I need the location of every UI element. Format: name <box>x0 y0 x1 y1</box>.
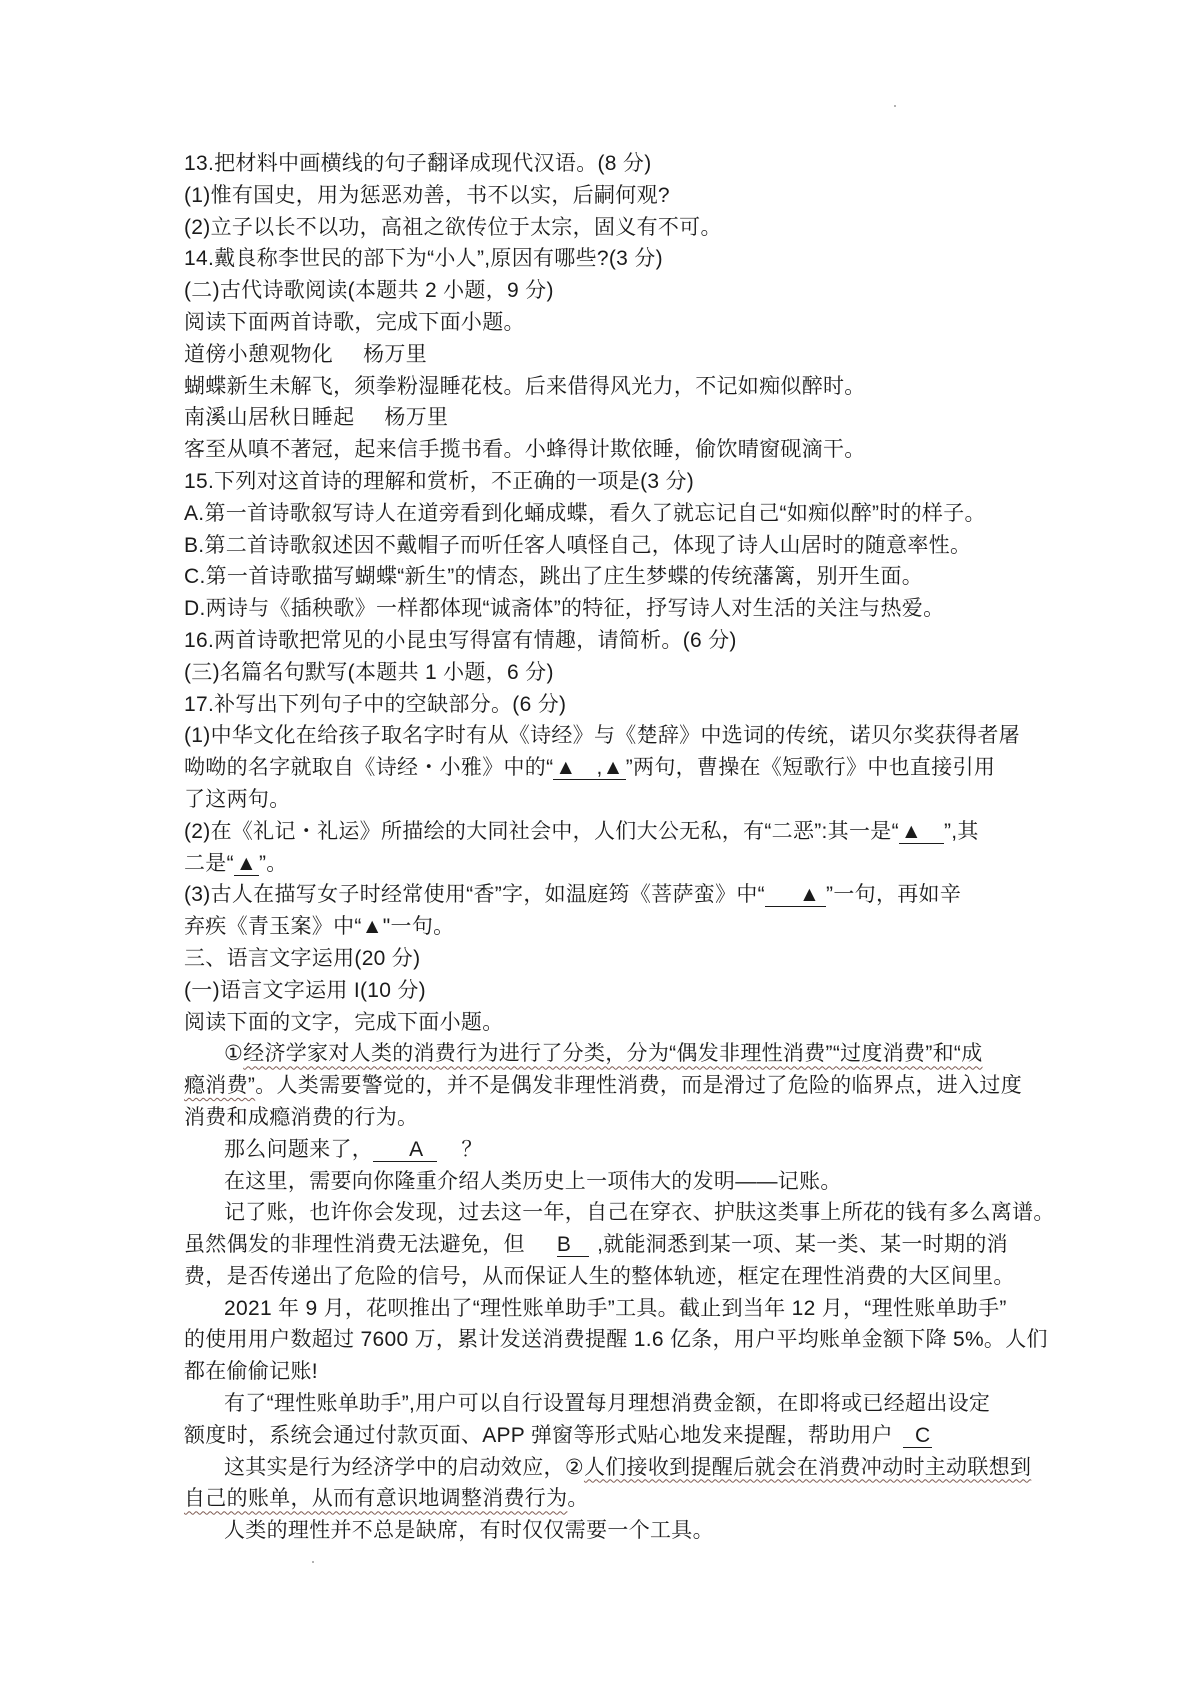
line-text: ”,其 <box>943 819 979 843</box>
wavy-underlined-sentence: 瘾消费” <box>184 1074 256 1098</box>
line-text: ”一句，再如辛 <box>826 883 962 907</box>
passage-line <box>184 1483 1064 1515</box>
poem-author: 杨万里 <box>384 406 449 430</box>
q13-item: (1)惟有国史，用为惩恶劝善，书不以实，后嗣何观? <box>184 183 670 207</box>
passage-line <box>184 1229 1064 1261</box>
poem-text: 蝴蝶新生未解飞，须拳粉湿睡花枝。后来借得风光力，不记如痴似醉时。 <box>184 374 866 398</box>
poem-title: 道傍小憩观物化 <box>184 342 334 366</box>
sentence-marker: ② <box>564 1455 584 1479</box>
line-text: 呦呦的名字就取自《诗经・小雅》中的“ <box>184 756 554 780</box>
passage-line: 2021 年 9 月，花呗推出了“理性账单助手”工具。截止到当年 12 月，“理性账单助手” <box>224 1296 1007 1320</box>
line-text: 那么问题来了， <box>224 1137 374 1161</box>
wavy-underlined-sentence: 自己的账单，从而有意识地调整消费行为 <box>184 1487 568 1511</box>
wavy-underlined-sentence: 人们接收到提醒后就会在消费冲动时主动联想到 <box>583 1455 1032 1479</box>
q17-item1-line: (1)中华文化在给孩子取名字时有从《诗经》与《楚辞》中选词的传统，诺贝尔奖获得者屠 <box>184 724 1020 748</box>
passage-line <box>184 1070 1064 1102</box>
q17-item3-line: 弃疾《青玉案》中“▲"一句。 <box>184 915 455 939</box>
q17-item1-line <box>184 752 1064 784</box>
language-subheading: (一)语言文字运用 I(10 分) <box>184 978 426 1002</box>
scan-speck <box>312 1561 314 1563</box>
q15-option-a: A.第一首诗歌叙写诗人在道旁看到化蛹成蝶，看久了就忘记自己“如痴似醉”时的样子。 <box>184 501 986 525</box>
q13-item: (2)立子以长不以功，高祖之欲传位于太宗，固义有不可。 <box>184 215 722 239</box>
passage-line: 都在偷偷记账! <box>184 1360 318 1384</box>
line-text: 。 <box>567 1487 589 1511</box>
poem-heading <box>184 402 1064 434</box>
dictation-heading: (三)名篇名句默写(本题共 1 小题，6 分) <box>184 660 554 684</box>
poetry-instruction: 阅读下面两首诗歌，完成下面小题。 <box>184 310 525 334</box>
q13-stem: 13.把材料中画横线的句子翻译成现代汉语。(8 分) <box>184 152 652 175</box>
line-text: (3)古人在描写女子时经常使用“香”字，如温庭筠《菩萨蛮》中“ <box>184 883 765 907</box>
passage-line: 人类的理性并不总是缺席，有时仅仅需要一个工具。 <box>224 1519 714 1543</box>
language-instruction: 阅读下面的文字，完成下面小题。 <box>184 1010 504 1034</box>
scan-speck <box>894 105 896 107</box>
passage-line: 消费和成瘾消费的行为。 <box>184 1105 419 1129</box>
q16-stem: 16.两首诗歌把常见的小昆虫写得富有情趣，请简析。(6 分) <box>184 628 737 652</box>
answer-blank: ▲ <box>235 851 257 875</box>
q17-item1-line: 了这两句。 <box>184 787 291 811</box>
line-text: ,就能洞悉到某一项、某一类、某一时期的消 <box>597 1233 1008 1257</box>
answer-blank <box>553 756 625 780</box>
poem-author: 杨万里 <box>363 342 428 366</box>
answer-blank: C <box>903 1424 932 1448</box>
line-text: 。人类需要警觉的，并不是偶发非理性消费，而是滑过了危险的临界点，进入过度 <box>255 1074 1022 1098</box>
line-text: 这其实是行为经济学中的启动效应， <box>224 1455 565 1479</box>
q15-stem: 15.下列对这首诗的理解和赏析，不正确的一项是(3 分) <box>184 469 695 493</box>
sentence-marker: ① <box>224 1042 244 1066</box>
line-text: 二是“ <box>184 851 234 875</box>
q15-option-b: B.第二首诗歌叙述因不戴帽子而听任客人嗔怪自己，体现了诗人山居时的随意率性。 <box>184 533 972 557</box>
line-text: (2)在《礼记・礼运》所描绘的大同社会中，人们大公无私，有“二恶”:其一是“ <box>184 819 899 843</box>
line-text: 虽然偶发的非理性消费无法避免，但 <box>184 1233 525 1257</box>
q15-option-c: C.第一首诗歌描写蝴蝶“新生”的情态，跳出了庄生梦蝶的传统藩篱，别开生面。 <box>184 565 924 589</box>
wavy-underlined-sentence: 经济学家对人类的消费行为进行了分类，分为“偶发非理性消费”“过度消费”和“成 <box>243 1042 983 1066</box>
blank-marker: ▲ <box>555 756 577 780</box>
passage-line: 有了“理性账单助手”,用户可以自行设置每月理想消费金额，在即将或已经超出设定 <box>224 1392 991 1416</box>
poem-title: 南溪山居秋日睡起 <box>184 406 355 430</box>
passage-line: 记了账，也许你会发现，过去这一年，自己在穿衣、护肤这类事上所花的钱有多么离谱。 <box>224 1201 1055 1225</box>
q17-item2-line <box>184 848 1064 880</box>
poem-heading <box>184 339 1064 371</box>
answer-blank: ▲ <box>899 820 944 844</box>
passage-line: 的使用用户数超过 7600 万，累计发送消费提醒 1.6 亿条，用户平均账单金额下降 5%。人们 <box>184 1328 1048 1352</box>
line-text: 额度时，系统会通过付款页面、APP 弹窗等形式贴心地发来提醒，帮助用户 <box>184 1423 893 1447</box>
poem-text: 客至从嗔不著冠，起来信手揽书看。小蜂得计欺依睡，偷饮晴窗砚滴干。 <box>184 438 866 462</box>
passage-line <box>184 1420 1064 1452</box>
line-text: ？ <box>461 1137 483 1161</box>
line-text: ”两句，曹操在《短歌行》中也直接引用 <box>625 756 996 780</box>
passage-line: 费，是否传递出了危险的信号，从而保证人生的整体轨迹，框定在理性消费的大区间里。 <box>184 1264 1015 1288</box>
page-content <box>184 148 1064 1547</box>
passage-line <box>184 1038 1064 1070</box>
passage-line <box>184 1134 1064 1166</box>
q15-option-d: D.两诗与《插秧歌》一样都体现“诚斋体”的特征，抒写诗人对生活的关注与热爱。 <box>184 597 945 621</box>
answer-blank: ▲ <box>765 883 826 907</box>
passage-line <box>184 1452 1064 1484</box>
answer-blank: A <box>373 1138 437 1162</box>
q17-item3-line <box>184 879 1064 911</box>
line-text: ”。 <box>259 851 288 875</box>
blank-marker: ,▲ <box>596 756 624 780</box>
q14-stem: 14.戴良称李世民的部下为“小人”,原因有哪些?(3 分) <box>184 247 663 271</box>
answer-blank: B <box>557 1233 589 1257</box>
q17-item2-line <box>184 816 1064 848</box>
language-heading: 三、语言文字运用(20 分) <box>184 946 421 970</box>
q17-stem: 17.补写出下列句子中的空缺部分。(6 分) <box>184 692 567 716</box>
poetry-heading: (二)古代诗歌阅读(本题共 2 小题，9 分) <box>184 279 554 303</box>
passage-line: 在这里，需要向你隆重介绍人类历史上一项伟大的发明——记账。 <box>224 1169 842 1193</box>
